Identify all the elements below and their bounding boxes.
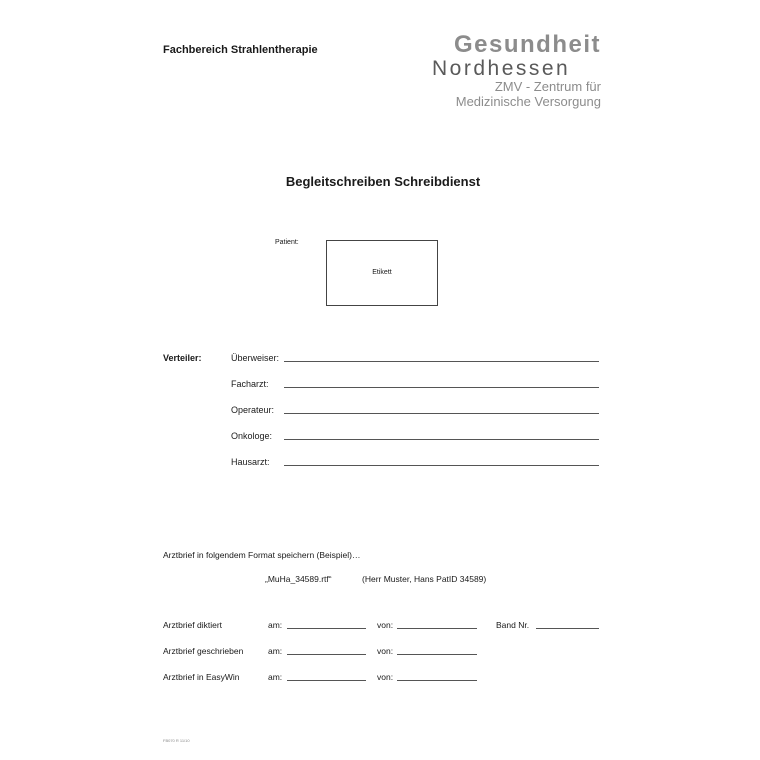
band-nr-label: Band Nr.	[496, 620, 530, 630]
ueberweiser-line	[284, 361, 599, 362]
logo-line-1: Gesundheit	[453, 31, 601, 58]
patient-label-box	[326, 240, 438, 306]
easywin-am-line	[287, 680, 366, 681]
verteiler-row-facharzt: Facharzt:	[231, 379, 269, 389]
band-nr-line	[536, 628, 599, 629]
verteiler-row-operateur: Operateur:	[231, 405, 275, 415]
department-name: Fachbereich Strahlentherapie	[163, 44, 318, 56]
patient-label: Patient:	[275, 239, 299, 246]
verteiler-row-ueberweiser: Überweiser:	[231, 353, 280, 363]
arztbrief-geschrieben-label: Arztbrief geschrieben	[163, 646, 244, 656]
geschrieben-am-line	[287, 654, 366, 655]
logo-line-2: Nordhessen	[432, 57, 571, 80]
arztbrief-easywin-label: Arztbrief in EasyWin	[163, 672, 240, 682]
easywin-von-label: von:	[377, 672, 394, 682]
onkologe-line	[284, 439, 599, 440]
document-title: Begleitschreiben Schreibdienst	[285, 174, 481, 189]
verteiler-row-onkologe: Onkologe:	[231, 431, 273, 441]
geschrieben-am-label: am:	[268, 646, 283, 656]
format-example: „MuHa_34589.rtf“	[265, 574, 332, 584]
logo	[420, 32, 601, 109]
form-code: FB070 R 11/10	[163, 738, 190, 743]
easywin-von-line	[397, 680, 477, 681]
diktiert-am-label: am:	[268, 620, 283, 630]
logo-line-3: ZMV - Zentrum für	[494, 79, 601, 94]
etikett-text: Etikett	[372, 269, 392, 276]
geschrieben-von-line	[397, 654, 477, 655]
easywin-am-label: am:	[268, 672, 283, 682]
facharzt-line	[284, 387, 599, 388]
diktiert-von-label: von:	[377, 620, 394, 630]
hausarzt-line	[284, 465, 599, 466]
operateur-line	[284, 413, 599, 414]
verteiler-row-hausarzt: Hausarzt:	[231, 457, 270, 467]
diktiert-von-line	[397, 628, 477, 629]
arztbrief-diktiert-label: Arztbrief diktiert	[163, 620, 223, 630]
geschrieben-von-label: von:	[377, 646, 394, 656]
verteiler-label: Verteiler:	[163, 353, 202, 363]
diktiert-am-line	[287, 628, 366, 629]
logo-line-4: Medizinische Versorgung	[455, 94, 601, 109]
format-instruction: Arztbrief in folgendem Format speichern (Beispiel)…	[163, 550, 361, 560]
format-example-note: (Herr Muster, Hans PatID 34589)	[362, 574, 487, 584]
